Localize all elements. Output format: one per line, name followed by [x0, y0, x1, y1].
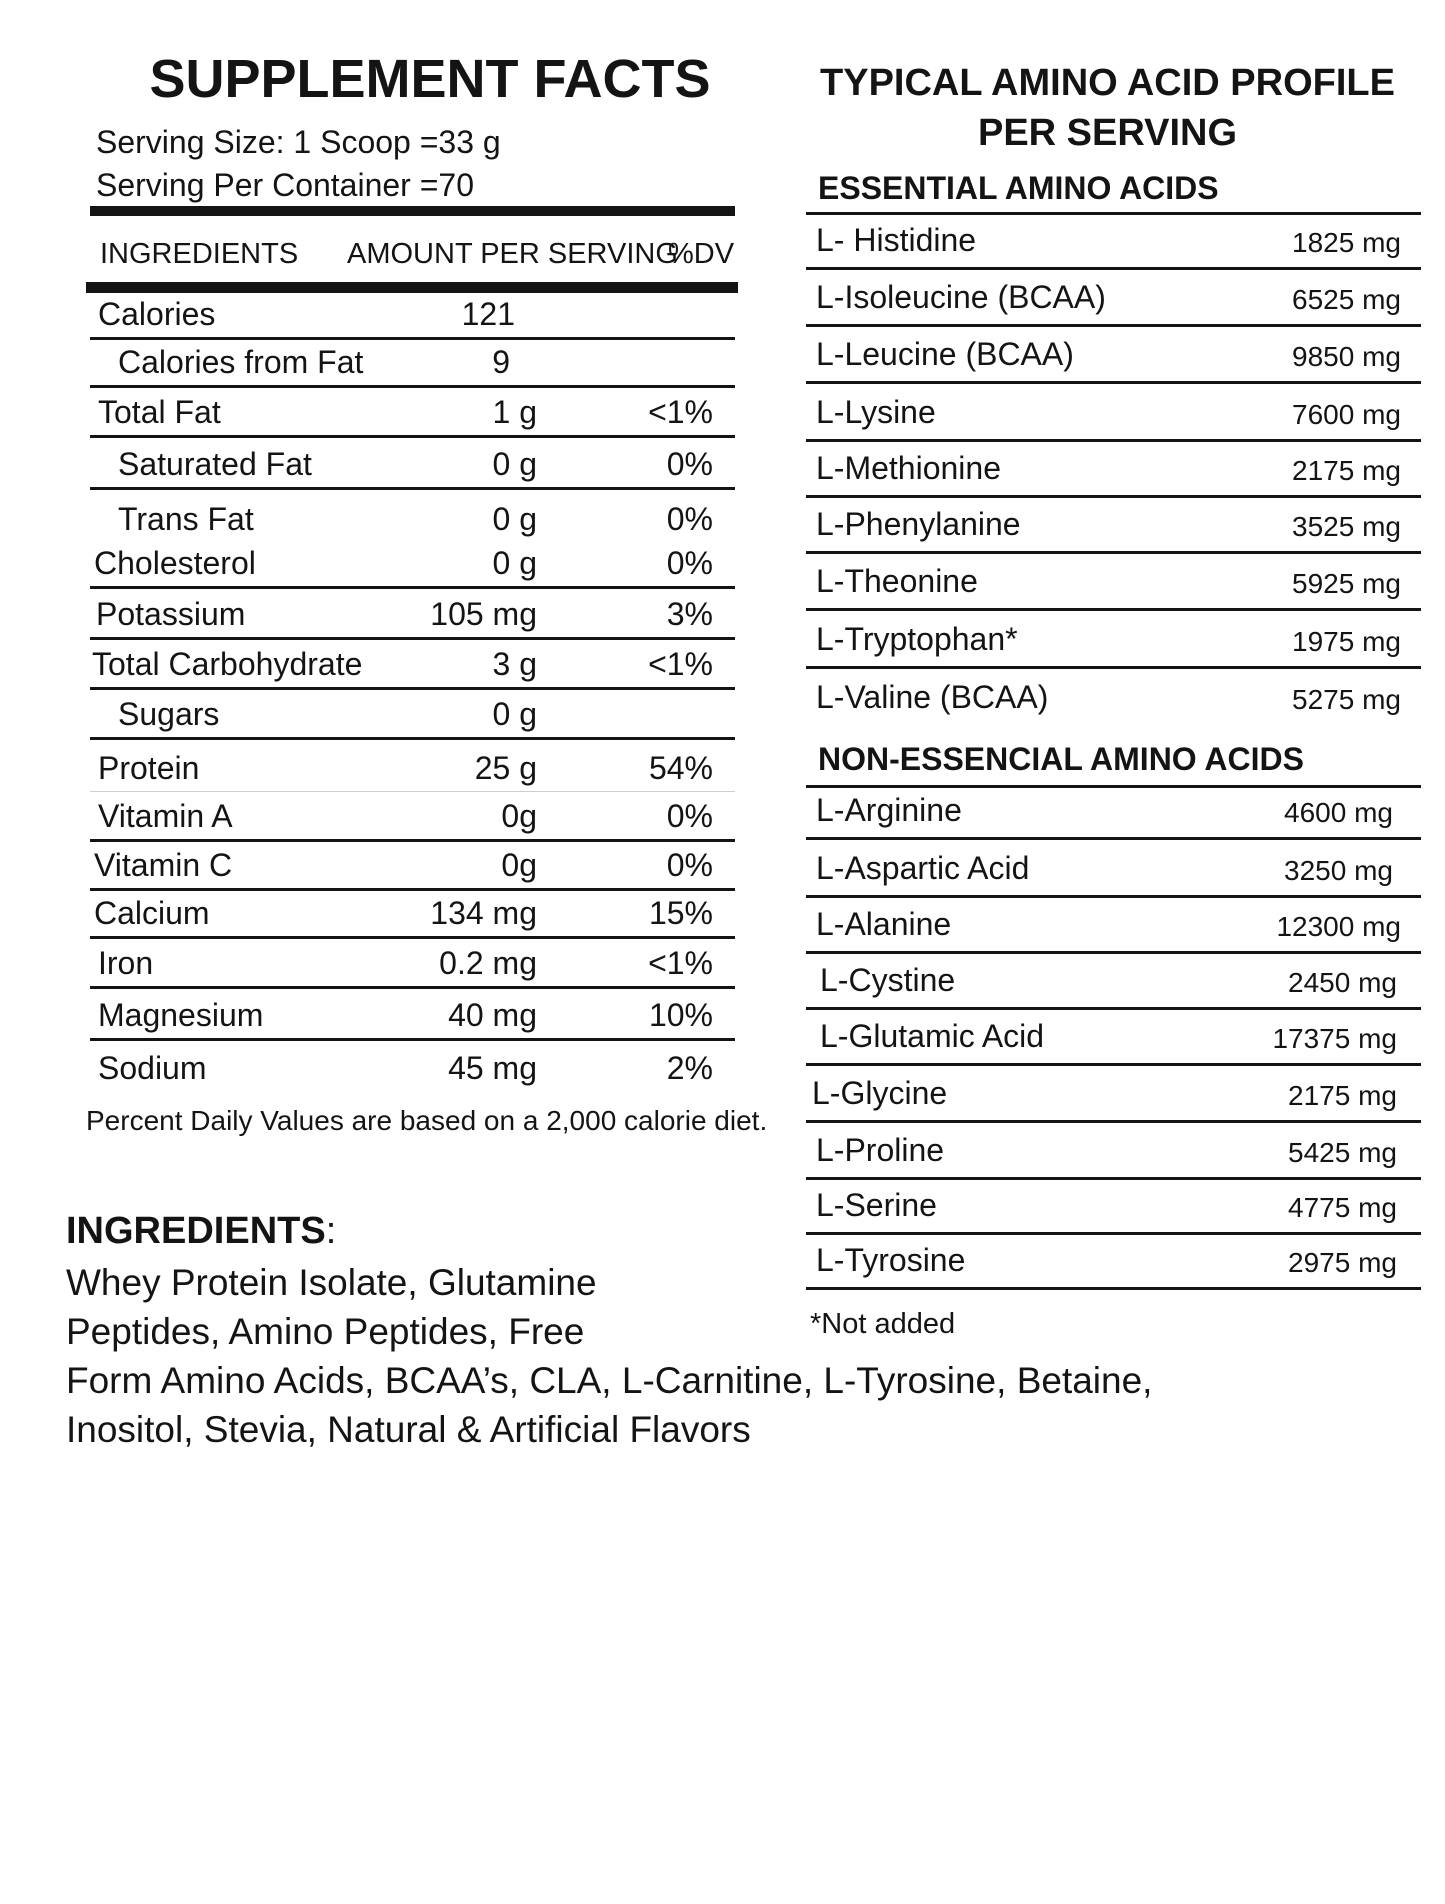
amino-value: 5925 mg: [1292, 568, 1401, 599]
nutrient-amount: 105 mg: [430, 596, 537, 632]
amino-name: L-Proline: [816, 1132, 945, 1168]
facts-table: [90, 292, 735, 1091]
amino-value: 5425 mg: [1288, 1137, 1397, 1168]
table-row: [90, 690, 735, 740]
ingredients-line: Form Amino Acids, BCAA’s, CLA, L-Carnitine, L-Tyrosine, Betaine,: [66, 1360, 1153, 1401]
nutrient-amount: 45 mg: [448, 1050, 537, 1086]
amino-value: 17375 mg: [1272, 1023, 1397, 1054]
table-row: [90, 589, 735, 640]
table-row: [806, 215, 1421, 270]
table-row: [806, 611, 1421, 669]
nutrient-name: Total Fat: [98, 394, 221, 430]
amino-name: L-Theonine: [816, 563, 978, 599]
nutrient-name: Calcium: [94, 895, 210, 931]
amino-value: 2450 mg: [1288, 967, 1397, 998]
amino-value: 4600 mg: [1284, 797, 1393, 828]
essential-table: [806, 215, 1421, 724]
serving-size: Serving Size: 1 Scoop =33 g: [96, 124, 501, 160]
amino-profile-title: [820, 58, 1395, 158]
nutrient-amount: 0g: [501, 847, 537, 883]
amino-value: 1825 mg: [1292, 227, 1401, 258]
nutrient-name: Cholesterol: [94, 545, 256, 581]
amino-name: L-Phenylanine: [816, 506, 1021, 542]
table-row: [90, 891, 735, 939]
nutrient-amount: 0.2 mg: [439, 945, 537, 981]
table-row: [90, 438, 735, 490]
amino-name: L-Isoleucine (BCAA): [816, 279, 1106, 315]
table-row: [806, 442, 1421, 498]
amino-value: 2975 mg: [1288, 1247, 1397, 1278]
amino-name: L-Glutamic Acid: [820, 1018, 1045, 1054]
nutrient-dv: 0%: [666, 847, 713, 883]
col-ingredients: INGREDIENTS: [100, 238, 299, 270]
table-row: [806, 669, 1421, 724]
amino-name: L-Lysine: [816, 394, 936, 430]
nutrient-dv: <1%: [648, 394, 713, 430]
amino-value: 7600 mg: [1292, 399, 1401, 430]
nutrient-name: Vitamin C: [94, 847, 233, 883]
nutrient-amount: 9: [492, 344, 510, 380]
nutrient-amount: 40 mg: [448, 997, 537, 1033]
amino-title-line: PER SERVING: [977, 112, 1238, 154]
nutrient-amount: 0 g: [492, 545, 537, 581]
amino-value: 2175 mg: [1288, 1080, 1397, 1111]
amino-name: L- Histidine: [816, 222, 977, 258]
ingredients-line: Whey Protein Isolate, Glutamine: [66, 1262, 597, 1303]
nutrient-name: Iron: [98, 945, 154, 981]
table-row: [806, 898, 1421, 954]
table-row: [806, 498, 1421, 554]
amino-name: L-Valine (BCAA): [816, 679, 1049, 715]
table-row: [90, 792, 735, 842]
nutrient-name: Potassium: [96, 596, 246, 632]
nutrient-amount: 1 g: [492, 394, 537, 430]
nutrient-amount: 0 g: [492, 696, 537, 732]
amino-name: L-Cystine: [820, 962, 956, 998]
table-row: [90, 989, 735, 1041]
table-row: [806, 554, 1421, 611]
nutrient-dv: 0%: [666, 446, 713, 482]
facts-top-rule: [90, 206, 735, 216]
amino-value: 4775 mg: [1288, 1192, 1397, 1223]
table-row: [90, 842, 735, 891]
nutrient-dv: 54%: [648, 750, 713, 786]
amino-value: 3250 mg: [1284, 855, 1393, 886]
non-essential-heading: NON-ESSENCIAL AMINO ACIDS: [818, 741, 1304, 777]
essential-heading: ESSENTIAL AMINO ACIDS: [818, 170, 1219, 206]
amino-name: L-Tyrosine: [816, 1242, 966, 1278]
table-row: [806, 384, 1421, 442]
nutrient-dv: 0%: [666, 798, 713, 834]
amino-title-line: TYPICAL AMINO ACID PROFILE: [820, 62, 1395, 104]
nutrient-name: Sodium: [98, 1050, 207, 1086]
amino-value: 12300 mg: [1276, 911, 1401, 942]
table-row: [806, 1066, 1421, 1123]
nutrient-name: Calories from Fat: [118, 344, 364, 380]
amino-value: 2175 mg: [1292, 455, 1401, 486]
table-row: [806, 1010, 1421, 1066]
nutrient-name: Protein: [98, 750, 200, 786]
table-row: [806, 270, 1421, 327]
table-row: [90, 292, 735, 340]
nutrient-amount: 3 g: [492, 646, 537, 682]
nutrient-name: Calories: [98, 296, 216, 332]
amino-name: L-Leucine (BCAA): [816, 336, 1074, 372]
nutrient-name: Total Carbohydrate: [92, 646, 363, 682]
amino-value: 5275 mg: [1292, 684, 1401, 715]
nutrient-dv: 0%: [666, 545, 713, 581]
nutrient-amount: 25 g: [474, 750, 537, 786]
nutrient-dv: <1%: [648, 945, 713, 981]
amino-name: L-Methionine: [816, 450, 1001, 486]
nutrient-amount: 0g: [501, 798, 537, 834]
nutrient-name: Trans Fat: [118, 501, 254, 537]
table-row: [90, 1041, 735, 1091]
ingredients-line: Peptides, Amino Peptides, Free: [66, 1311, 585, 1352]
table-row: [806, 1180, 1421, 1235]
ingredients-heading-colon: :: [325, 1210, 337, 1252]
nutrient-name: Vitamin A: [98, 798, 233, 834]
nutrient-dv: 10%: [648, 997, 713, 1033]
ingredients-heading-text: INGREDIENTS: [66, 1210, 326, 1252]
amino-name: L-Tryptophan*: [816, 621, 1018, 657]
nutrient-dv: 15%: [648, 895, 713, 931]
servings-per-container: Serving Per Container =70: [96, 167, 474, 203]
nutrient-name: Saturated Fat: [118, 446, 312, 482]
amino-name: L-Aspartic Acid: [816, 850, 1030, 886]
table-row: [806, 954, 1421, 1010]
nutrient-dv: 0%: [666, 501, 713, 537]
not-added-footnote: *Not added: [810, 1308, 956, 1340]
table-row: [90, 542, 735, 589]
non-essential-table: [806, 788, 1421, 1290]
amino-name: L-Glycine: [812, 1075, 948, 1111]
table-row: [90, 740, 735, 792]
table-row: [90, 388, 735, 438]
nutrient-name: Magnesium: [98, 997, 264, 1033]
table-row: [806, 788, 1421, 840]
amino-value: 6525 mg: [1292, 284, 1401, 315]
supplement-facts-title: SUPPLEMENT FACTS: [149, 49, 711, 109]
ingredients-line: Inositol, Stevia, Natural & Artificial Flavors: [66, 1409, 751, 1450]
nutrient-amount: 134 mg: [430, 895, 537, 931]
nutrient-name: Sugars: [118, 696, 220, 732]
amino-name: L-Alanine: [816, 906, 952, 942]
nutrient-dv: 2%: [666, 1050, 713, 1086]
nutrient-dv: 3%: [666, 596, 713, 632]
col-amount: AMOUNT PER SERVING: [347, 238, 678, 270]
table-row: [806, 1235, 1421, 1290]
nutrient-amount: 0 g: [492, 446, 537, 482]
nutrient-amount: 0 g: [492, 501, 537, 537]
col-dv: %DV: [668, 238, 735, 270]
amino-name: L-Serine: [816, 1187, 937, 1223]
table-row: [90, 490, 735, 542]
amino-value: 3525 mg: [1292, 511, 1401, 542]
table-row: [90, 340, 735, 388]
table-row: [806, 327, 1421, 384]
table-row: [90, 939, 735, 989]
nutrient-dv: <1%: [648, 646, 713, 682]
nutrient-amount: 121: [461, 296, 515, 332]
table-row: [90, 640, 735, 690]
table-row: [806, 1123, 1421, 1180]
daily-value-footnote: Percent Daily Values are based on a 2,000 calorie diet.: [86, 1105, 768, 1136]
table-row: [806, 840, 1421, 898]
ingredients-heading: [66, 1210, 336, 1253]
amino-value: 9850 mg: [1292, 341, 1401, 372]
amino-name: L-Arginine: [816, 792, 962, 828]
amino-value: 1975 mg: [1292, 626, 1401, 657]
